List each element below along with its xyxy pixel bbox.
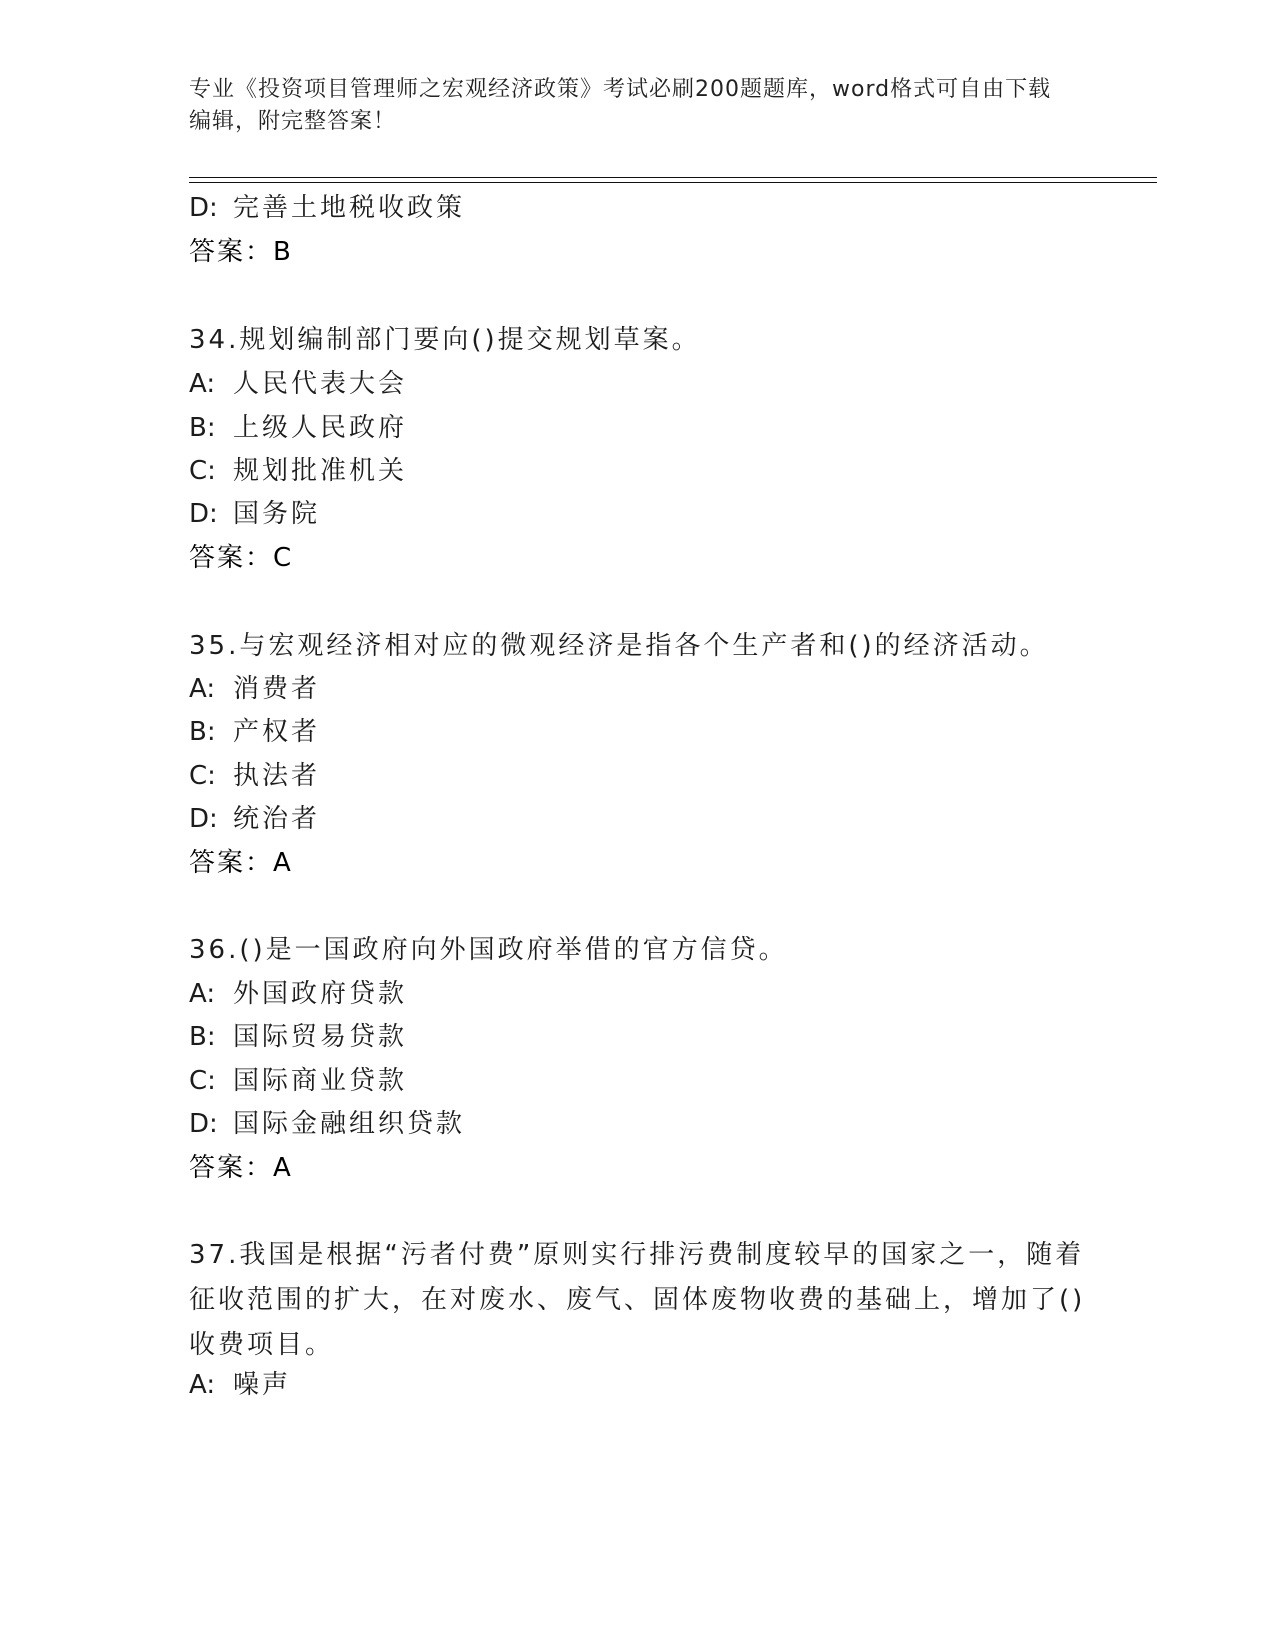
option-label: D: xyxy=(189,193,218,223)
option-text: 统治者 xyxy=(233,804,321,834)
question-35-option-d xyxy=(189,801,320,837)
option-label: A: xyxy=(189,369,216,399)
option-label: C: xyxy=(189,1066,216,1096)
question-36-option-a xyxy=(189,976,407,1012)
header-rule-top xyxy=(189,177,1157,178)
option-label: C: xyxy=(189,456,216,486)
document-header: 专业《投资项目管理师之宏观经济政策》考试必刷200题题库，word格式可自由下载编辑，附完整答案！ xyxy=(189,77,1052,134)
header-rule-bottom xyxy=(189,182,1157,183)
question-36-option-c xyxy=(189,1063,407,1099)
question-37-text: 37.我国是根据“污者付费”原则实行排污费制度较早的国家之一，随着征收范围的扩大，在对废水、废气、固体废物收费的基础上，增加了()收费项目。 xyxy=(189,1240,1086,1360)
question-36-option-b xyxy=(189,1019,407,1055)
question-36-option-d xyxy=(189,1106,465,1142)
question-34-option-d xyxy=(189,496,320,532)
question-36-text: 36.()是一国政府向外国政府举借的官方信贷。 xyxy=(189,935,788,965)
option-text: 国际商业贷款 xyxy=(233,1066,408,1096)
option-text: 执法者 xyxy=(233,761,321,791)
option-text: 上级人民政府 xyxy=(233,413,408,443)
question-34-option-b xyxy=(189,410,407,446)
question-37-option-a xyxy=(189,1367,291,1403)
option-text: 噪声 xyxy=(233,1370,292,1400)
option-text: 完善土地税收政策 xyxy=(233,193,466,223)
question-36-answer: 答案：A xyxy=(189,1153,293,1183)
question-35-option-c xyxy=(189,758,320,794)
option-label: A: xyxy=(189,979,216,1009)
option-label: B: xyxy=(189,1022,216,1052)
question-34-text: 34.规划编制部门要向()提交规划草案。 xyxy=(189,325,701,355)
question-35-option-a xyxy=(189,671,320,707)
option-text: 国际金融组织贷款 xyxy=(233,1109,466,1139)
option-text: 人民代表大会 xyxy=(233,369,408,399)
option-label: D: xyxy=(189,1109,218,1139)
option-label: A: xyxy=(189,1370,216,1400)
question-35-answer: 答案：A xyxy=(189,848,293,878)
option-label: D: xyxy=(189,804,218,834)
question-34-option-a xyxy=(189,366,407,402)
option-label: B: xyxy=(189,413,216,443)
option-text: 外国政府贷款 xyxy=(233,979,408,1009)
option-label: A: xyxy=(189,674,216,704)
option-text: 国务院 xyxy=(233,499,321,529)
question-34-answer: 答案：C xyxy=(189,543,294,573)
option-text: 消费者 xyxy=(233,674,321,704)
question-35-option-b xyxy=(189,714,320,750)
option-label: C: xyxy=(189,761,216,791)
option-label: D: xyxy=(189,499,218,529)
option-text: 国际贸易贷款 xyxy=(233,1022,408,1052)
option-d xyxy=(189,190,465,226)
answer-line: 答案：B xyxy=(189,237,293,267)
option-label: B: xyxy=(189,717,216,747)
option-text: 规划批准机关 xyxy=(233,456,408,486)
question-34-option-c xyxy=(189,453,407,489)
question-35-text: 35.与宏观经济相对应的微观经济是指各个生产者和()的经济活动。 xyxy=(189,631,1049,661)
option-text: 产权者 xyxy=(233,717,321,747)
